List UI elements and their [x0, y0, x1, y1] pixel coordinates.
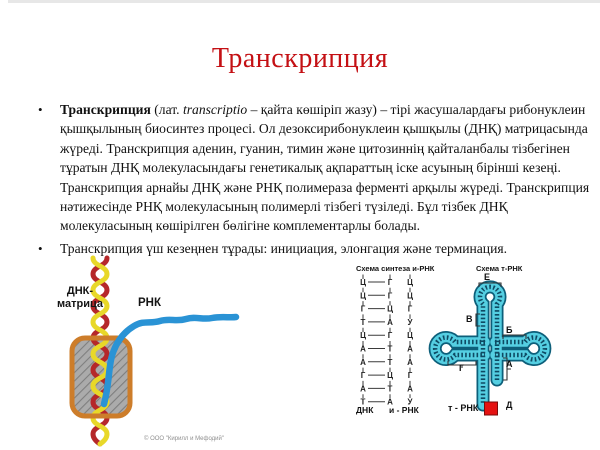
trna-outline	[435, 287, 545, 405]
trna-acceptor-end	[485, 402, 498, 415]
bullet-1-term: Транскрипция	[60, 102, 151, 117]
base: А	[387, 317, 393, 327]
base: Т	[387, 384, 393, 394]
base: А	[407, 384, 413, 394]
bullet-1-pre-latin: (лат.	[150, 102, 183, 117]
base: Г	[360, 304, 366, 314]
base: А	[407, 357, 413, 367]
base: А	[360, 344, 366, 354]
mrna-column-label: и - РНК	[389, 405, 419, 415]
transcription-diagram	[50, 252, 265, 450]
base: Ц	[407, 291, 413, 301]
dna-matrix-label: ДНК-матрица	[57, 285, 103, 310]
base: У	[407, 397, 413, 407]
copyright-notice: © ООО "Кирилл и Мефодий"	[144, 436, 224, 442]
mrna-scheme-header: Схема синтеза и-РНК	[356, 264, 435, 273]
base: Т	[360, 397, 366, 407]
trna-arm-label-right: Б	[506, 325, 513, 335]
slide-top-border	[8, 0, 600, 3]
base: Т	[387, 357, 393, 367]
base: Ц	[360, 331, 366, 341]
bullet-1-latin-term: transcriptio	[182, 102, 248, 117]
bullet-marker-2: •	[38, 240, 43, 256]
base: Г	[407, 304, 413, 314]
base: А	[360, 384, 366, 394]
dna-ladder	[360, 275, 413, 407]
trna-label: т - РНК	[448, 403, 479, 413]
trna-scheme-header: Схема т-РНК	[476, 264, 523, 273]
base: Г	[407, 371, 413, 381]
base-pair-bonds	[368, 282, 385, 402]
base: Ц	[407, 331, 413, 341]
trna-arm-label-tail: Д	[506, 400, 513, 410]
base: А	[387, 397, 393, 407]
bullet-list	[34, 100, 590, 261]
base: Г	[387, 331, 393, 341]
rna-label: РНК	[138, 297, 161, 309]
base: У	[407, 317, 413, 327]
base: А	[407, 344, 413, 354]
base: А	[360, 357, 366, 367]
base: Г	[360, 371, 366, 381]
base: Т	[387, 344, 393, 354]
trna-arm-label-left: В	[466, 314, 473, 324]
slide-title: Транскрипция	[211, 43, 389, 74]
base: Г	[387, 278, 393, 287]
trna-arm-label-bottom-left: Г	[459, 363, 465, 373]
base: Ц	[407, 278, 413, 287]
bullet-item-1	[34, 100, 590, 236]
bullet-2-text: Транскрипция үш кезеңнен тұрады: инициация, элонгация және терминация.	[60, 240, 508, 256]
base: Ц	[360, 278, 366, 287]
dna-column-label: ДНК	[356, 405, 374, 415]
trna-cloverleaf	[435, 283, 545, 415]
base: Г	[387, 291, 393, 301]
trna-arm-label-top: Е	[484, 272, 491, 282]
base: Ц	[360, 291, 366, 301]
bullet-marker-1: •	[38, 102, 43, 117]
bullet-1-text	[60, 100, 590, 236]
base: Ц	[387, 304, 393, 314]
trna-arm-label-acceptor: А	[506, 359, 513, 369]
base: Т	[360, 317, 366, 327]
bullet-1-body: – қайта көшіріп жазу) – тірі жасушалардағы рибонуклеин қышқылының биосинтез процесі. Ол дезоксирибонуклеин қышқылы (ДНҚ) матрицасында жүреді. Транскрипция аденин, гуанин, тимин және цитозиннің қайталанбалы тізбегінен тұратын ДНҚ молекуласындағы генетикалық ақпараттың іске асуының бірінші кезеңі. Транскрипция арнайы ДНҚ және РНҚ полимераза ферменті арқылы жүреді. Транскрипция нәтижесінде РНҚ молекуласының полимерлі тізбегі түзіледі. Бұл тізбек ДНҚ молекуласының көшірілген бөлігіне комплементарлы болады.	[60, 102, 590, 234]
base: Ц	[387, 371, 393, 381]
